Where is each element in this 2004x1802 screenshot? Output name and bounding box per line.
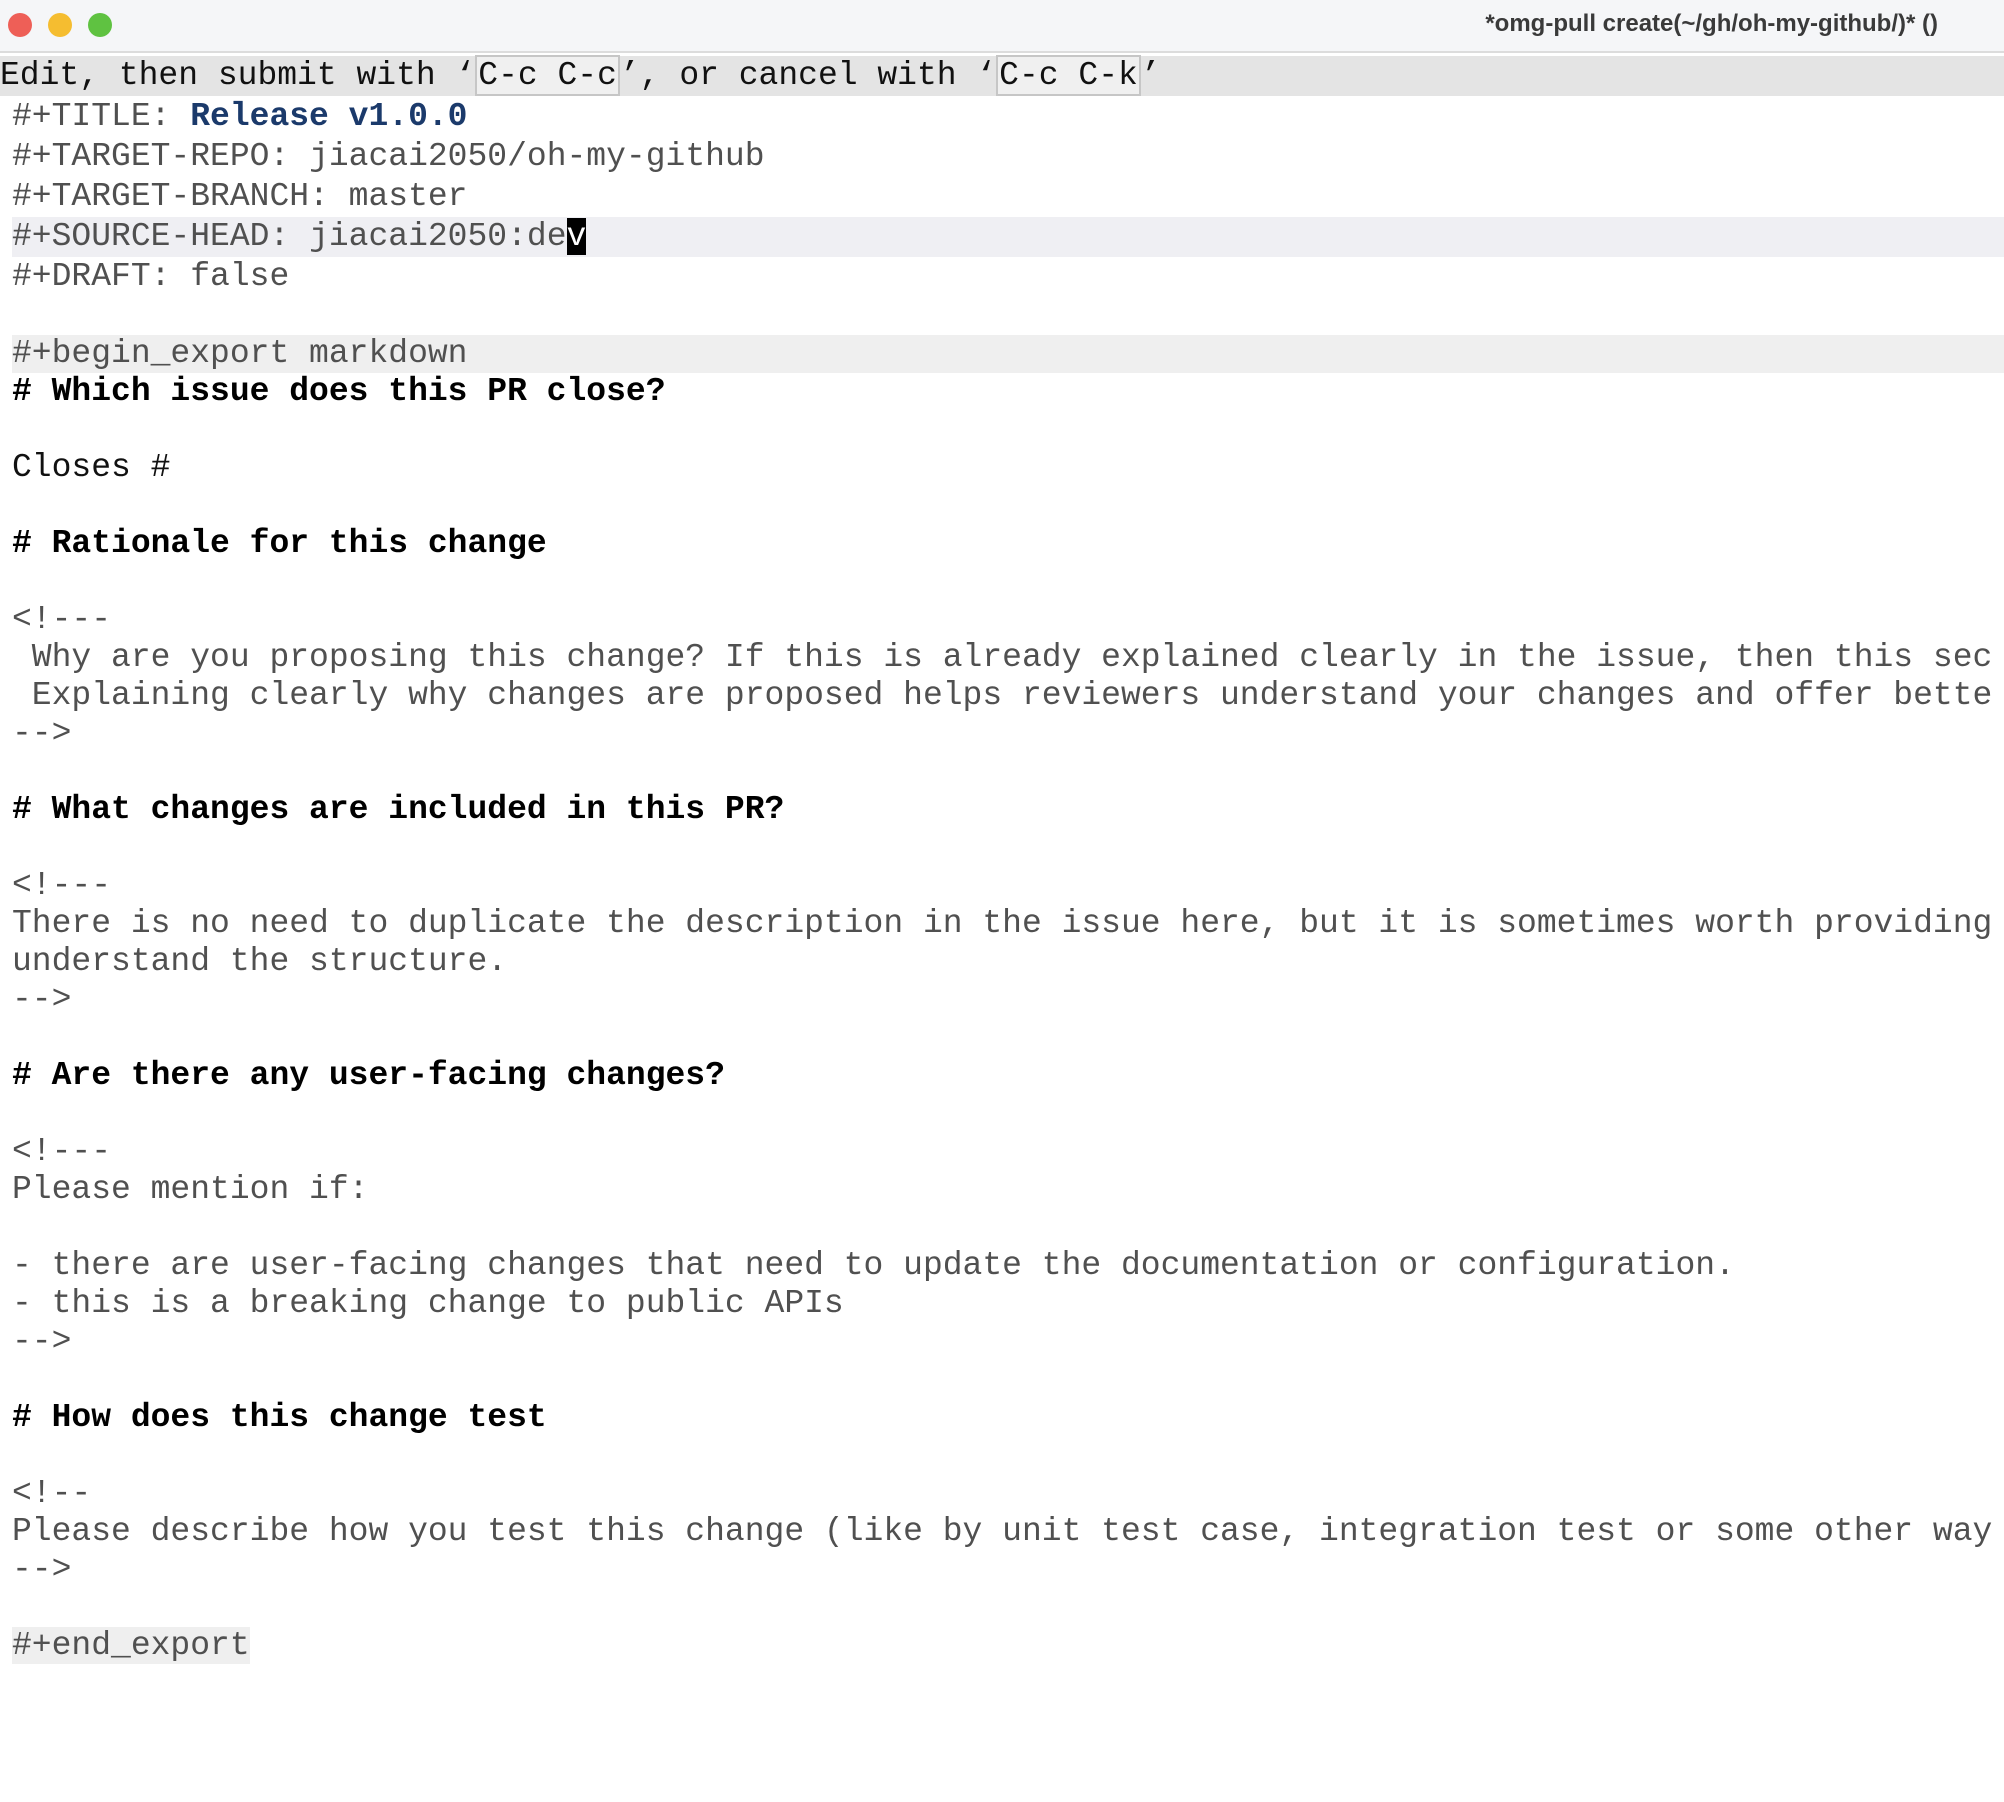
empty-line <box>12 1019 2004 1057</box>
comment-text: - this is a breaking change to public APIs <box>12 1285 844 1322</box>
header-line <box>0 56 2004 96</box>
heading-rationale: # Rationale for this change <box>12 525 547 562</box>
target-branch-value[interactable]: master <box>348 178 468 215</box>
empty-line <box>12 1209 2004 1247</box>
end-export-text: #+end_export <box>12 1627 250 1664</box>
heading-test: # How does this change test <box>12 1399 547 1436</box>
comment-text: Please mention if: <box>12 1171 369 1208</box>
source-head-line[interactable] <box>12 217 2004 257</box>
minimize-window-button[interactable] <box>48 13 72 37</box>
window-title: *omg-pull create(~/gh/oh-my-github/)* () <box>1485 10 1938 37</box>
target-branch-key: #+TARGET-BRANCH: <box>12 178 349 215</box>
target-repo-key: #+TARGET-REPO: <box>12 138 310 175</box>
empty-line <box>12 487 2004 525</box>
comment-text: Explaining clearly why changes are proposed helps reviewers understand your changes and offer bette <box>12 677 1993 714</box>
title-value[interactable]: Release v1.0.0 <box>190 98 468 135</box>
text-cursor: v <box>566 218 587 255</box>
header-text: ’ <box>1140 57 1161 94</box>
comment-text: understand the structure. <box>12 943 508 980</box>
comment-text: Please describe how you test this change (like by unit test case, integration test or some other way <box>12 1513 1993 1550</box>
empty-line <box>12 297 2004 335</box>
title-line[interactable] <box>12 97 2004 137</box>
cancel-keybinding: C-c C-k <box>996 55 1141 96</box>
comment-close: --> <box>12 1323 72 1360</box>
heading-issue: # Which issue does this PR close? <box>12 373 666 410</box>
closes-line[interactable]: Closes # <box>12 449 171 486</box>
comment-open: <!--- <box>12 601 112 638</box>
empty-line <box>12 1361 2004 1399</box>
target-branch-line[interactable] <box>12 177 2004 217</box>
comment-text: There is no need to duplicate the description in the issue here, but it is sometimes worth providing <box>12 905 1993 942</box>
source-head-value[interactable]: jiacai2050:de <box>309 218 567 255</box>
target-repo-line[interactable] <box>12 137 2004 177</box>
zoom-window-button[interactable] <box>88 13 112 37</box>
draft-value[interactable]: false <box>190 258 290 295</box>
comment-open: <!-- <box>12 1475 92 1512</box>
empty-line <box>12 1589 2004 1627</box>
empty-line <box>12 753 2004 791</box>
close-window-button[interactable] <box>8 13 32 37</box>
draft-key: #+DRAFT: <box>12 258 191 295</box>
comment-open: <!--- <box>12 867 112 904</box>
empty-line <box>12 1437 2004 1475</box>
comment-close: --> <box>12 715 72 752</box>
title-key: #+TITLE: <box>12 98 191 135</box>
empty-line <box>12 411 2004 449</box>
heading-user-facing: # Are there any user-facing changes? <box>12 1057 725 1094</box>
empty-line <box>12 1095 2004 1133</box>
empty-line <box>12 829 2004 867</box>
title-bar <box>0 0 2004 53</box>
comment-close: --> <box>12 981 72 1018</box>
header-text: Edit, then submit with ‘ <box>0 57 476 94</box>
header-text: ’, or cancel with ‘ <box>619 57 997 94</box>
draft-line[interactable] <box>12 257 2004 297</box>
target-repo-value[interactable]: jiacai2050/oh-my-github <box>309 138 765 175</box>
empty-line <box>12 563 2004 601</box>
comment-open: <!--- <box>12 1133 112 1170</box>
editor-buffer[interactable] <box>12 97 2004 1665</box>
begin-export-line: #+begin_export markdown <box>12 335 2004 373</box>
comment-text: - there are user-facing changes that need to update the documentation or configuration. <box>12 1247 1735 1284</box>
comment-close: --> <box>12 1551 72 1588</box>
comment-text: Why are you proposing this change? If this is already explained clearly in the issue, then this sec <box>12 639 1993 676</box>
heading-changes: # What changes are included in this PR? <box>12 791 785 828</box>
source-head-key: #+SOURCE-HEAD: <box>12 218 310 255</box>
submit-keybinding: C-c C-c <box>475 55 620 96</box>
end-export-line <box>12 1627 2004 1665</box>
